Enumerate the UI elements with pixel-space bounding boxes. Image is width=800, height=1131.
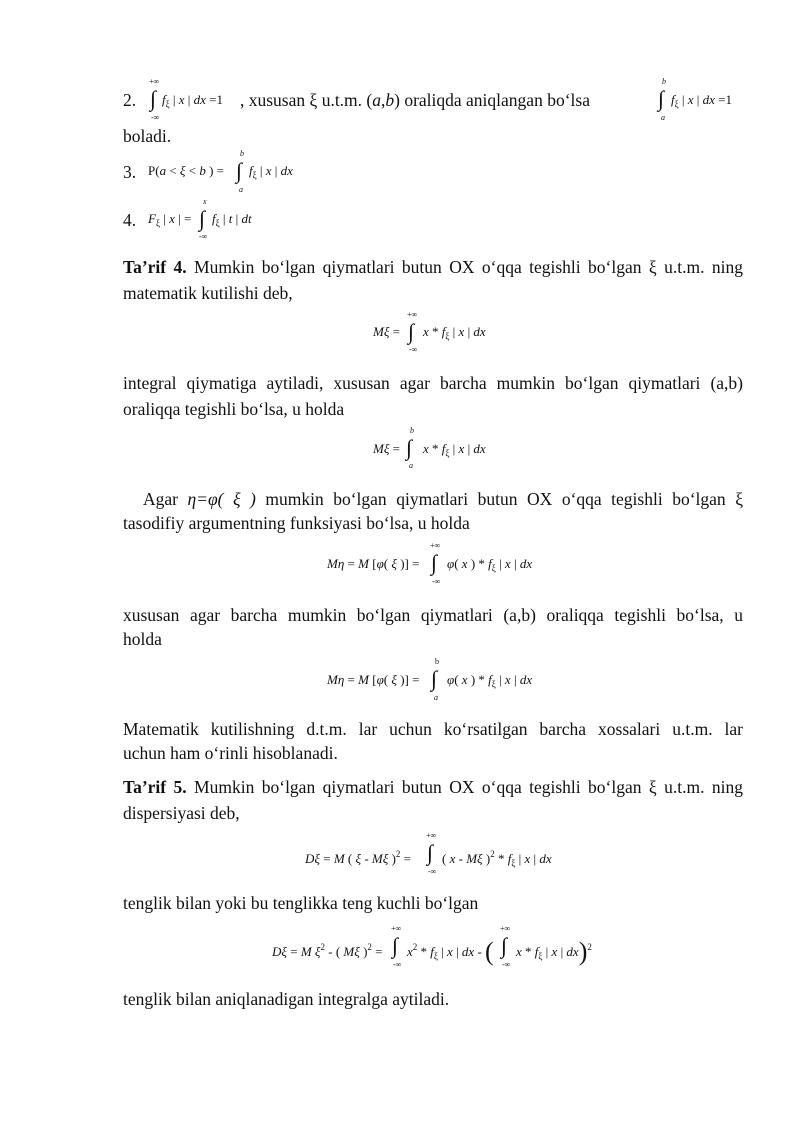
dispersion-integrand-1: $x^2 * f_\xi$ | x | dx - ( [407, 937, 494, 966]
upper-limit: +∞ [149, 77, 160, 86]
item-4-number: 4. [123, 210, 137, 230]
eta-lhs: Mη = M [φ( ξ )] = [327, 556, 420, 571]
paragraph-tenglik-1: tenglik bilan yoki bu tenglikka teng kuchli boʻlgan [123, 893, 479, 913]
lower-limit: a [661, 113, 665, 122]
eta-integrand: φ( x ) * $f_\xi$ | x | dx [447, 556, 533, 573]
lower-limit: -∞ [502, 960, 511, 969]
integral-sign: ∫ [199, 206, 206, 231]
item-3-lhs: P(a < ξ < b ) = [148, 163, 224, 178]
definition-5-line-1 [123, 774, 743, 800]
upper-limit: b [435, 657, 439, 666]
upper-limit: +∞ [407, 310, 418, 319]
lower-limit: -∞ [428, 867, 437, 876]
paragraph-matematik-line-1: Matematik kutilishning d.t.m. lar uchun koʻrsatilgan barcha xossalari u.t.m. lar [123, 719, 743, 739]
dispersion-integrand-2: x * $f_\xi$ | x | dx)$^2$ [516, 937, 592, 966]
integral-sign: ∫ [658, 86, 665, 111]
item-2-text-part2: ) oraliqda aniqlangan boʻlsa [394, 90, 590, 110]
definition-5-text: Mumkin boʻlgan qiymatlari butun OX oʻqqa tegishli boʻlgan ξ u.t.m. ning [186, 777, 743, 797]
interval-a: a [372, 90, 381, 110]
upper-limit: +∞ [500, 924, 511, 933]
agar-word: Agar [143, 489, 188, 509]
paragraph-integral-line-2: oraliqqa tegishli boʻlsa, u holda [123, 399, 345, 419]
item-2-continuation: boladi. [123, 126, 172, 146]
lower-limit: -∞ [151, 113, 160, 122]
paragraph-tenglik-2: tenglik bilan aniqlanadigan integralga aytiladi. [123, 989, 450, 1009]
eta-integrand: φ( x ) * $f_\xi$ | x | dx [447, 672, 533, 689]
interval-b: b [385, 90, 395, 110]
upper-limit: b [662, 77, 666, 86]
paragraph-matematik-line-2: uchun ham oʻrinli hisoblanadi. [123, 743, 338, 763]
lower-limit: a [434, 693, 438, 702]
upper-limit: +∞ [426, 831, 437, 840]
definition-5-heading: Ta’rif 5. [123, 777, 187, 797]
item-2-text-part1: , xususan ξ u.t.m. ( [240, 90, 373, 110]
lower-limit: -∞ [393, 960, 402, 969]
integral-sign: ∫ [431, 550, 438, 575]
item-2-text [240, 87, 590, 113]
expectation-lhs: Mξ = [373, 324, 400, 339]
upper-limit: x [203, 197, 207, 206]
upper-limit: b [240, 149, 244, 158]
paragraph-xususan-line-2: holda [123, 629, 162, 649]
paragraph-xususan-line-1: xususan agar barcha mumkin boʻlgan qiymatlari (a,b) oraliqqa tegishli boʻlsa, u [123, 605, 743, 625]
paragraph-integral-line-1: integral qiymatiga aytiladi, xususan agar barcha mumkin boʻlgan qiymatlari (a,b) [123, 373, 743, 393]
expectation-lhs: Mξ = [373, 441, 400, 456]
integral-sign: ∫ [427, 840, 434, 865]
item-3-number: 3. [123, 162, 137, 182]
integral-sign: ∫ [406, 435, 413, 460]
eta-lhs: Mη = M [φ( ξ )] = [327, 672, 420, 687]
lower-limit: -∞ [199, 232, 208, 241]
lower-limit: a [239, 185, 243, 194]
definition-4-text: Mumkin boʻlgan qiymatlari butun OX oʻqqa tegishli boʻlgan ξ u.t.m. ning [186, 257, 743, 277]
lower-limit: -∞ [409, 345, 418, 354]
upper-limit: +∞ [430, 541, 441, 550]
expectation-integrand: x * $f_\xi$ | x | dx [423, 324, 486, 341]
definition-5-line-2: dispersiyasi deb, [123, 803, 240, 823]
integral-sign: ∫ [236, 158, 243, 183]
integral-sign: ∫ [431, 666, 438, 691]
expectation-integrand: x * $f_\xi$ | x | dx [423, 441, 486, 458]
item-2-bounded-integrand: $f_\xi$ | x | dx =1 [671, 92, 733, 109]
item-4-lhs: $F_\xi$ | x | = [148, 211, 192, 228]
lower-limit: a [409, 461, 413, 470]
definition-4-heading: Ta’rif 4. [123, 257, 187, 277]
integral-sign: ∫ [392, 933, 399, 958]
dispersion-lhs: Dξ = M ( ξ - Mξ )$^2$ = [305, 849, 412, 866]
item-3-integrand: $f_\xi$ | x | dx [249, 163, 293, 180]
paragraph-agar-line-1 [143, 486, 743, 512]
item-4-integrand: $f_\xi$ | t | dt [212, 211, 252, 228]
definition-4-line-1 [123, 254, 743, 280]
upper-limit: b [410, 426, 414, 435]
paragraph-agar-line-2: tasodifiy argumentning funksiyasi boʻlsa, u holda [123, 513, 470, 533]
integral-sign: ∫ [150, 86, 157, 111]
integral-sign: ∫ [501, 933, 508, 958]
dispersion-lhs: Dξ = M $\xi^2$ - ( Mξ )$^2$ = [272, 942, 383, 959]
item-2-integrand: $f_\xi$ | x | dx =1 [162, 92, 224, 109]
agar-rest: mumkin boʻlgan qiymatlari butun OX oʻqqa tegishli boʻlgan ξ [255, 489, 743, 509]
upper-limit: +∞ [391, 924, 402, 933]
definition-4-line-2: matematik kutilishi deb, [123, 283, 293, 303]
item-2-number: 2. [123, 90, 137, 110]
integral-sign: ∫ [408, 319, 415, 344]
lower-limit: -∞ [432, 577, 441, 586]
comma: , [381, 90, 386, 110]
dispersion-integrand: ( x - Mξ )$^2 * f_\xi$ | x | dx [442, 849, 552, 868]
eta-definition: η=φ( ξ ) [187, 489, 256, 509]
